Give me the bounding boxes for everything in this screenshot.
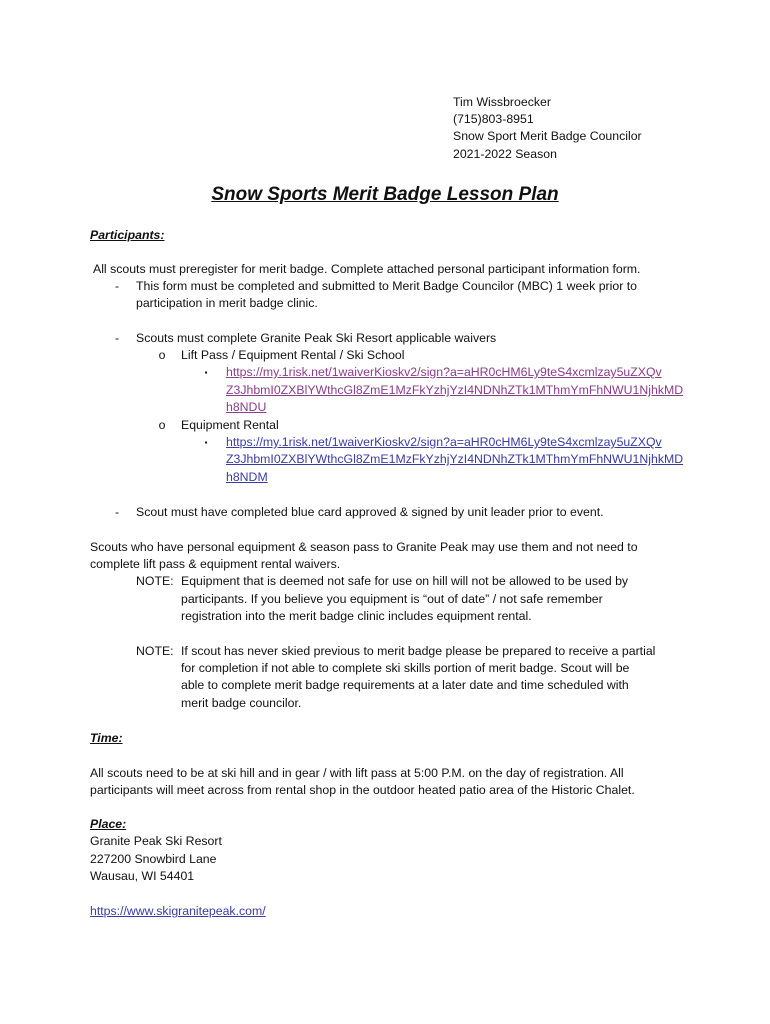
note1-label: NOTE: [136,574,174,588]
equipment-para-line2: complete lift pass & equipment rental waivers. [90,557,341,571]
equipment-waiver-link[interactable]: https://my.1risk.net/1waiverKioskv2/sign?a=aHR0cHM6Ly9teS4xcmlzay5uZXQv [226,435,662,449]
bullet3-text: Scout must have completed blue card approved & signed by unit leader prior to event. [136,505,604,519]
place-name: Granite Peak Ski Resort [90,834,222,848]
note2-line1: If scout has never skied previous to merit badge please be prepared to receive a partial [181,644,656,658]
time-line1: All scouts need to be at ski hill and in gear / with lift pass at 5:00 P.M. on the day of registration. All [90,766,624,780]
lift-pass-waiver-link[interactable]: h8NDU [226,400,267,414]
place-heading: Place: [90,817,127,831]
equipment-para-line1: Scouts who have personal equipment & season pass to Granite Peak may use them and not need to [90,540,638,554]
bullet2-text: Scouts must complete Granite Peak Ski Resort applicable waivers [136,331,497,345]
participants-heading: Participants: [90,228,165,242]
note1-line1: Equipment that is deemed not safe for use on hill will not be allowed to be used by [181,574,629,588]
note2-label: NOTE: [136,644,174,658]
time-line2: participants will meet across from rental shop in the outdoor heated patio area of the Historic Chalet. [90,783,635,797]
participants-intro: All scouts must preregister for merit badge. Complete attached personal participant information form. [93,262,641,276]
contact-name: Tim Wissbroecker [453,95,551,109]
equipment-waiver-link[interactable]: h8NDM [226,470,268,484]
lift-pass-label: Lift Pass / Equipment Rental / Ski School [181,348,405,362]
note1-line3: registration into the merit badge clinic includes equipment rental. [181,609,532,623]
note2-line2: for completion if not able to complete ski skills portion of merit badge. Scout will be [181,661,630,675]
page-title: Snow Sports Merit Badge Lesson Plan [211,184,559,205]
bullet1-line2: participation in merit badge clinic. [136,296,318,310]
contact-role: Snow Sport Merit Badge Councilor [453,129,642,143]
place-street: 227200 Snowbird Lane [90,852,217,866]
bullet-dash: - [114,505,120,519]
sub-bullet-circle: o [158,418,166,432]
contact-season: 2021-2022 Season [453,147,557,161]
lift-pass-waiver-link[interactable]: https://my.1risk.net/1waiverKioskv2/sign?a=aHR0cHM6Ly9teS4xcmlzay5uZXQv [226,365,662,379]
note1-line2: participants. If you believe you equipment is “out of date” / not safe remember [181,592,603,606]
bullet1-line1: This form must be completed and submitted to Merit Badge Councilor (MBC) 1 week prior to [136,279,637,293]
square-bullet: ▪ [204,368,208,377]
lift-pass-waiver-link[interactable]: Z3JhbmI0ZXBlYWthcGl8ZmE1MzFkYzhjYzI4NDNhZTk1MThmYmFhNWU1NjhkMD [226,383,684,397]
equipment-rental-label: Equipment Rental [181,418,279,432]
note2-line3: able to complete merit badge requirements at a later date and time scheduled with [181,678,629,692]
note2-line4: merit badge councilor. [181,696,302,710]
square-bullet: ▪ [204,438,208,447]
time-heading: Time: [90,731,123,745]
bullet-dash: - [114,331,120,345]
contact-phone: (715)803-8951 [453,112,534,126]
equipment-waiver-link[interactable]: Z3JhbmI0ZXBlYWthcGl8ZmE1MzFkYzhjYzI4NDNhZTk1MThmYmFhNWU1NjhkMD [226,452,684,466]
bullet-dash: - [114,279,120,293]
sub-bullet-circle: o [158,348,166,362]
resort-website-link[interactable]: https://www.skigranitepeak.com/ [90,904,266,918]
place-city: Wausau, WI 54401 [90,869,195,883]
